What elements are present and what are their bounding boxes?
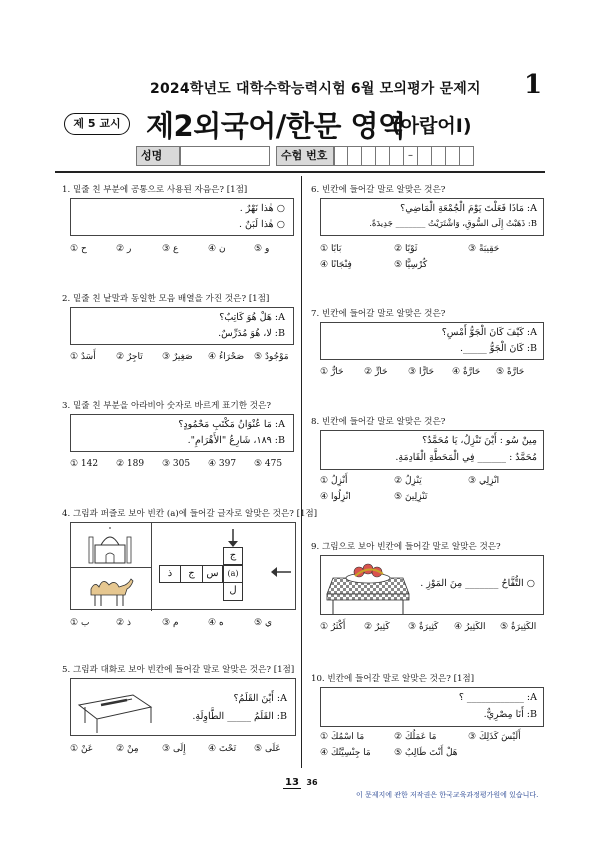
question-10: 10. 빈칸에 들어갈 말로 알맞은 것은? [1점]	[311, 674, 475, 684]
question-1-box: ○ هٰذا نَهْرٌ . ○ هٰذا لَبَنٌ .	[70, 198, 294, 236]
exam-number-cell[interactable]	[460, 146, 474, 166]
option[interactable]: ① أَسَدٌ	[70, 352, 96, 362]
option[interactable]: ② كَثِيرٌ	[364, 622, 390, 632]
option[interactable]: ① ب	[70, 618, 90, 628]
option[interactable]: ② ر	[116, 244, 132, 254]
camel-icon	[85, 575, 135, 607]
page-counter: 13 36	[285, 777, 318, 788]
option[interactable]: ⑤ ي	[254, 618, 272, 628]
option[interactable]: ④ تَحْتَ	[208, 744, 237, 754]
option[interactable]: ① أَنْزِلُ	[320, 476, 348, 486]
exam-number-cell[interactable]	[418, 146, 432, 166]
option[interactable]: ⑤ حَارَّةً	[496, 367, 525, 377]
option[interactable]: ④ مَا جِنْسِيَّتُكَ	[320, 748, 371, 758]
option[interactable]: ② مِنْ	[116, 744, 139, 754]
option[interactable]: ⑤ مَوْجُودٌ	[254, 352, 289, 362]
question-4-box	[70, 522, 296, 610]
question-3-box: A: مَا عُنْوَانُ مَكْتَبِ مَحْمُودٍ؟ B: ١٨٩، شَارِعُ "الأَهْرَامِ".	[70, 414, 294, 452]
puzzle-cell: ج	[181, 565, 203, 583]
option[interactable]: ③ إِلَى	[162, 744, 186, 754]
puzzle-blank-a: (a)	[223, 565, 243, 583]
option[interactable]: ③ صَغِيرٌ	[162, 352, 193, 362]
subject-subtitle: (아랍어Ⅰ)	[392, 115, 472, 137]
question-4-options	[70, 618, 300, 632]
question-5-box: A: أَيْنَ القَلَمُ؟ B: القَلَمُ _____ الطَّاوِلَةِ.	[70, 678, 296, 736]
option[interactable]: ② يَنْزِلُ	[394, 476, 422, 486]
option[interactable]: ⑤ 475	[254, 459, 283, 469]
option[interactable]: ⑤ كُرْسِيًّا	[394, 260, 428, 270]
exam-number-dash: –	[404, 146, 418, 166]
option[interactable]: ⑤ هَلْ أَنْتَ طَالِبٌ	[394, 748, 458, 758]
page-number: 1	[524, 70, 543, 100]
name-field[interactable]	[180, 146, 270, 166]
question-10-box: A: ____________ ؟ B: أَنَا مِصْرِيٌّ.	[320, 687, 544, 727]
exam-number-cell[interactable]	[376, 146, 390, 166]
option[interactable]: ① 142	[70, 459, 99, 469]
puzzle-cell: س	[203, 565, 223, 583]
question-8-options	[320, 476, 544, 506]
option[interactable]: ④ حَارَّةٌ	[452, 367, 481, 377]
option[interactable]: ④ 397	[208, 459, 237, 469]
question-2: 2. 밑줄 친 낱말과 동일한 모음 배열을 가진 것은? [1점]	[62, 294, 270, 304]
option[interactable]: ④ صَحْرَاءُ	[208, 352, 245, 362]
option[interactable]: ① عَنْ	[70, 744, 94, 754]
option[interactable]: ⑤ و	[254, 244, 270, 254]
option[interactable]: ④ ه	[208, 618, 224, 628]
question-6: 6. 빈칸에 들어갈 말로 알맞은 것은?	[311, 185, 446, 195]
question-1: 1. 밑줄 친 부분에 공통으로 사용된 자음은? [1점]	[62, 185, 248, 195]
question-8: 8. 빈칸에 들어갈 말로 알맞은 것은?	[311, 417, 446, 427]
exam-number-cell[interactable]	[446, 146, 460, 166]
question-2-box: A: هَلْ هُوَ كَاتِبٌ؟ B: لا، هُوَ مُدَرِّسٌ.	[70, 307, 294, 345]
option[interactable]: ④ انْزِلُوا	[320, 492, 351, 502]
question-9: 9. 그림으로 보아 빈칸에 들어갈 말로 알맞은 것은?	[311, 542, 501, 552]
option[interactable]: ① بَابًا	[320, 244, 342, 254]
question-6-box: A: مَاذَا فَعَلْتَ يَوْمَ الْجُمْعَةِ الْمَاضِي؟ B: ذَهَبْتُ إِلَى السُّوقِ، وَاشْتَرَيْتُ _______ جَدِيدَةً.	[320, 198, 544, 236]
option[interactable]: ③ حَقِيبَةً	[468, 244, 500, 254]
question-4: 4. 그림과 퍼즐로 보아 빈칸 (a)에 들어갈 글자로 알맞은 것은? [1점]	[62, 509, 318, 519]
option[interactable]: ② ثَوْبًا	[394, 244, 418, 254]
name-label: 성명	[136, 146, 180, 166]
option[interactable]: ③ ع	[162, 244, 179, 254]
option[interactable]: ③ كَثِيرَةٌ	[408, 622, 439, 632]
option[interactable]: ⑤ تَنْزِلِينَ	[394, 492, 428, 502]
option[interactable]: ① أَكْثَرُ	[320, 622, 346, 632]
option[interactable]: ② حَارٍّ	[364, 367, 388, 377]
option[interactable]: ④ فِنْجَانًا	[320, 260, 352, 270]
option[interactable]: ③ انْزِلِي	[468, 476, 500, 486]
option[interactable]: ④ ن	[208, 244, 226, 254]
option[interactable]: ② ذ	[116, 618, 131, 628]
question-7: 7. 빈칸에 들어갈 말로 알맞은 것은?	[311, 309, 446, 319]
question-9-box: ○ التُّفَّاحُ _______ مِنَ المَوْزِ .	[320, 555, 544, 615]
option[interactable]: ① مَا اسْمُكَ	[320, 732, 365, 742]
pen-on-table-icon	[75, 683, 155, 733]
option[interactable]: ③ 305	[162, 459, 191, 469]
copyright-notice: 이 문제지에 관한 저작권은 한국교육과정평가원에 있습니다.	[356, 791, 539, 799]
exam-number-cell[interactable]	[348, 146, 362, 166]
arrow-left-icon	[271, 567, 291, 577]
question-8-box: مِينْ سُو : أَيْنَ تَنْزِلُ، يَا مُحَمَّدُ؟ مُحَمَّدٌ : ______ فِي الْمَحَطَّةِ الْقَادِمَةِ.	[320, 430, 544, 470]
arrow-down-icon	[228, 529, 238, 547]
subject-title: 제2외국어/한문 영역	[146, 109, 406, 143]
question-1-options	[70, 244, 300, 258]
option[interactable]: ⑤ عَلَى	[254, 744, 281, 754]
exam-title: 2024학년도 대학수학능력시험 6월 모의평가 문제지	[150, 81, 481, 97]
question-2-options	[70, 352, 300, 366]
question-3: 3. 밑줄 친 부분을 아라비아 숫자로 바르게 표기한 것은?	[62, 401, 272, 411]
question-5: 5. 그림과 대화로 보아 빈칸에 들어갈 말로 알맞은 것은? [1점]	[62, 665, 295, 675]
puzzle-cell: ل	[223, 583, 243, 601]
option[interactable]: ③ م	[162, 618, 179, 628]
option[interactable]: ① ح	[70, 244, 87, 254]
column-divider	[301, 176, 302, 768]
fruit-table-icon	[325, 558, 411, 614]
question-9-options	[320, 622, 544, 636]
header-rule	[55, 171, 545, 173]
question-6-options	[320, 244, 544, 274]
exam-number-cell[interactable]	[390, 146, 404, 166]
exam-number-label: 수험 번호	[276, 146, 334, 166]
option[interactable]: ② 189	[116, 459, 145, 469]
puzzle-cell: ج	[223, 547, 243, 565]
option[interactable]: ① حَارٌّ	[320, 367, 344, 377]
option[interactable]: ⑤ الكَثِيرَةُ	[500, 622, 537, 632]
option[interactable]: ③ حَارًّا	[408, 367, 435, 377]
exam-number-cell[interactable]	[432, 146, 446, 166]
question-7-box: A: كَيْفَ كَانَ الْجَوُّ أَمْسِ؟ B: كَانَ الْجَوُّ _____.	[320, 322, 544, 360]
option[interactable]: ④ الكَثِيرُ	[454, 622, 486, 632]
option[interactable]: ③ أَلَيْسَ كَذَلِكَ	[468, 732, 521, 742]
question-10-options	[320, 732, 544, 762]
question-3-options	[70, 459, 300, 473]
question-7-options	[320, 367, 544, 381]
option[interactable]: ② مَا عَمَلُكَ	[394, 732, 437, 742]
exam-number-cell[interactable]	[362, 146, 376, 166]
puzzle-cell: ذ	[159, 565, 181, 583]
exam-number-cell[interactable]	[334, 146, 348, 166]
period-badge: 제 5 교시	[64, 113, 130, 135]
mosque-icon	[87, 527, 133, 565]
question-5-options	[70, 744, 300, 758]
option[interactable]: ② تَاجِرٌ	[116, 352, 143, 362]
